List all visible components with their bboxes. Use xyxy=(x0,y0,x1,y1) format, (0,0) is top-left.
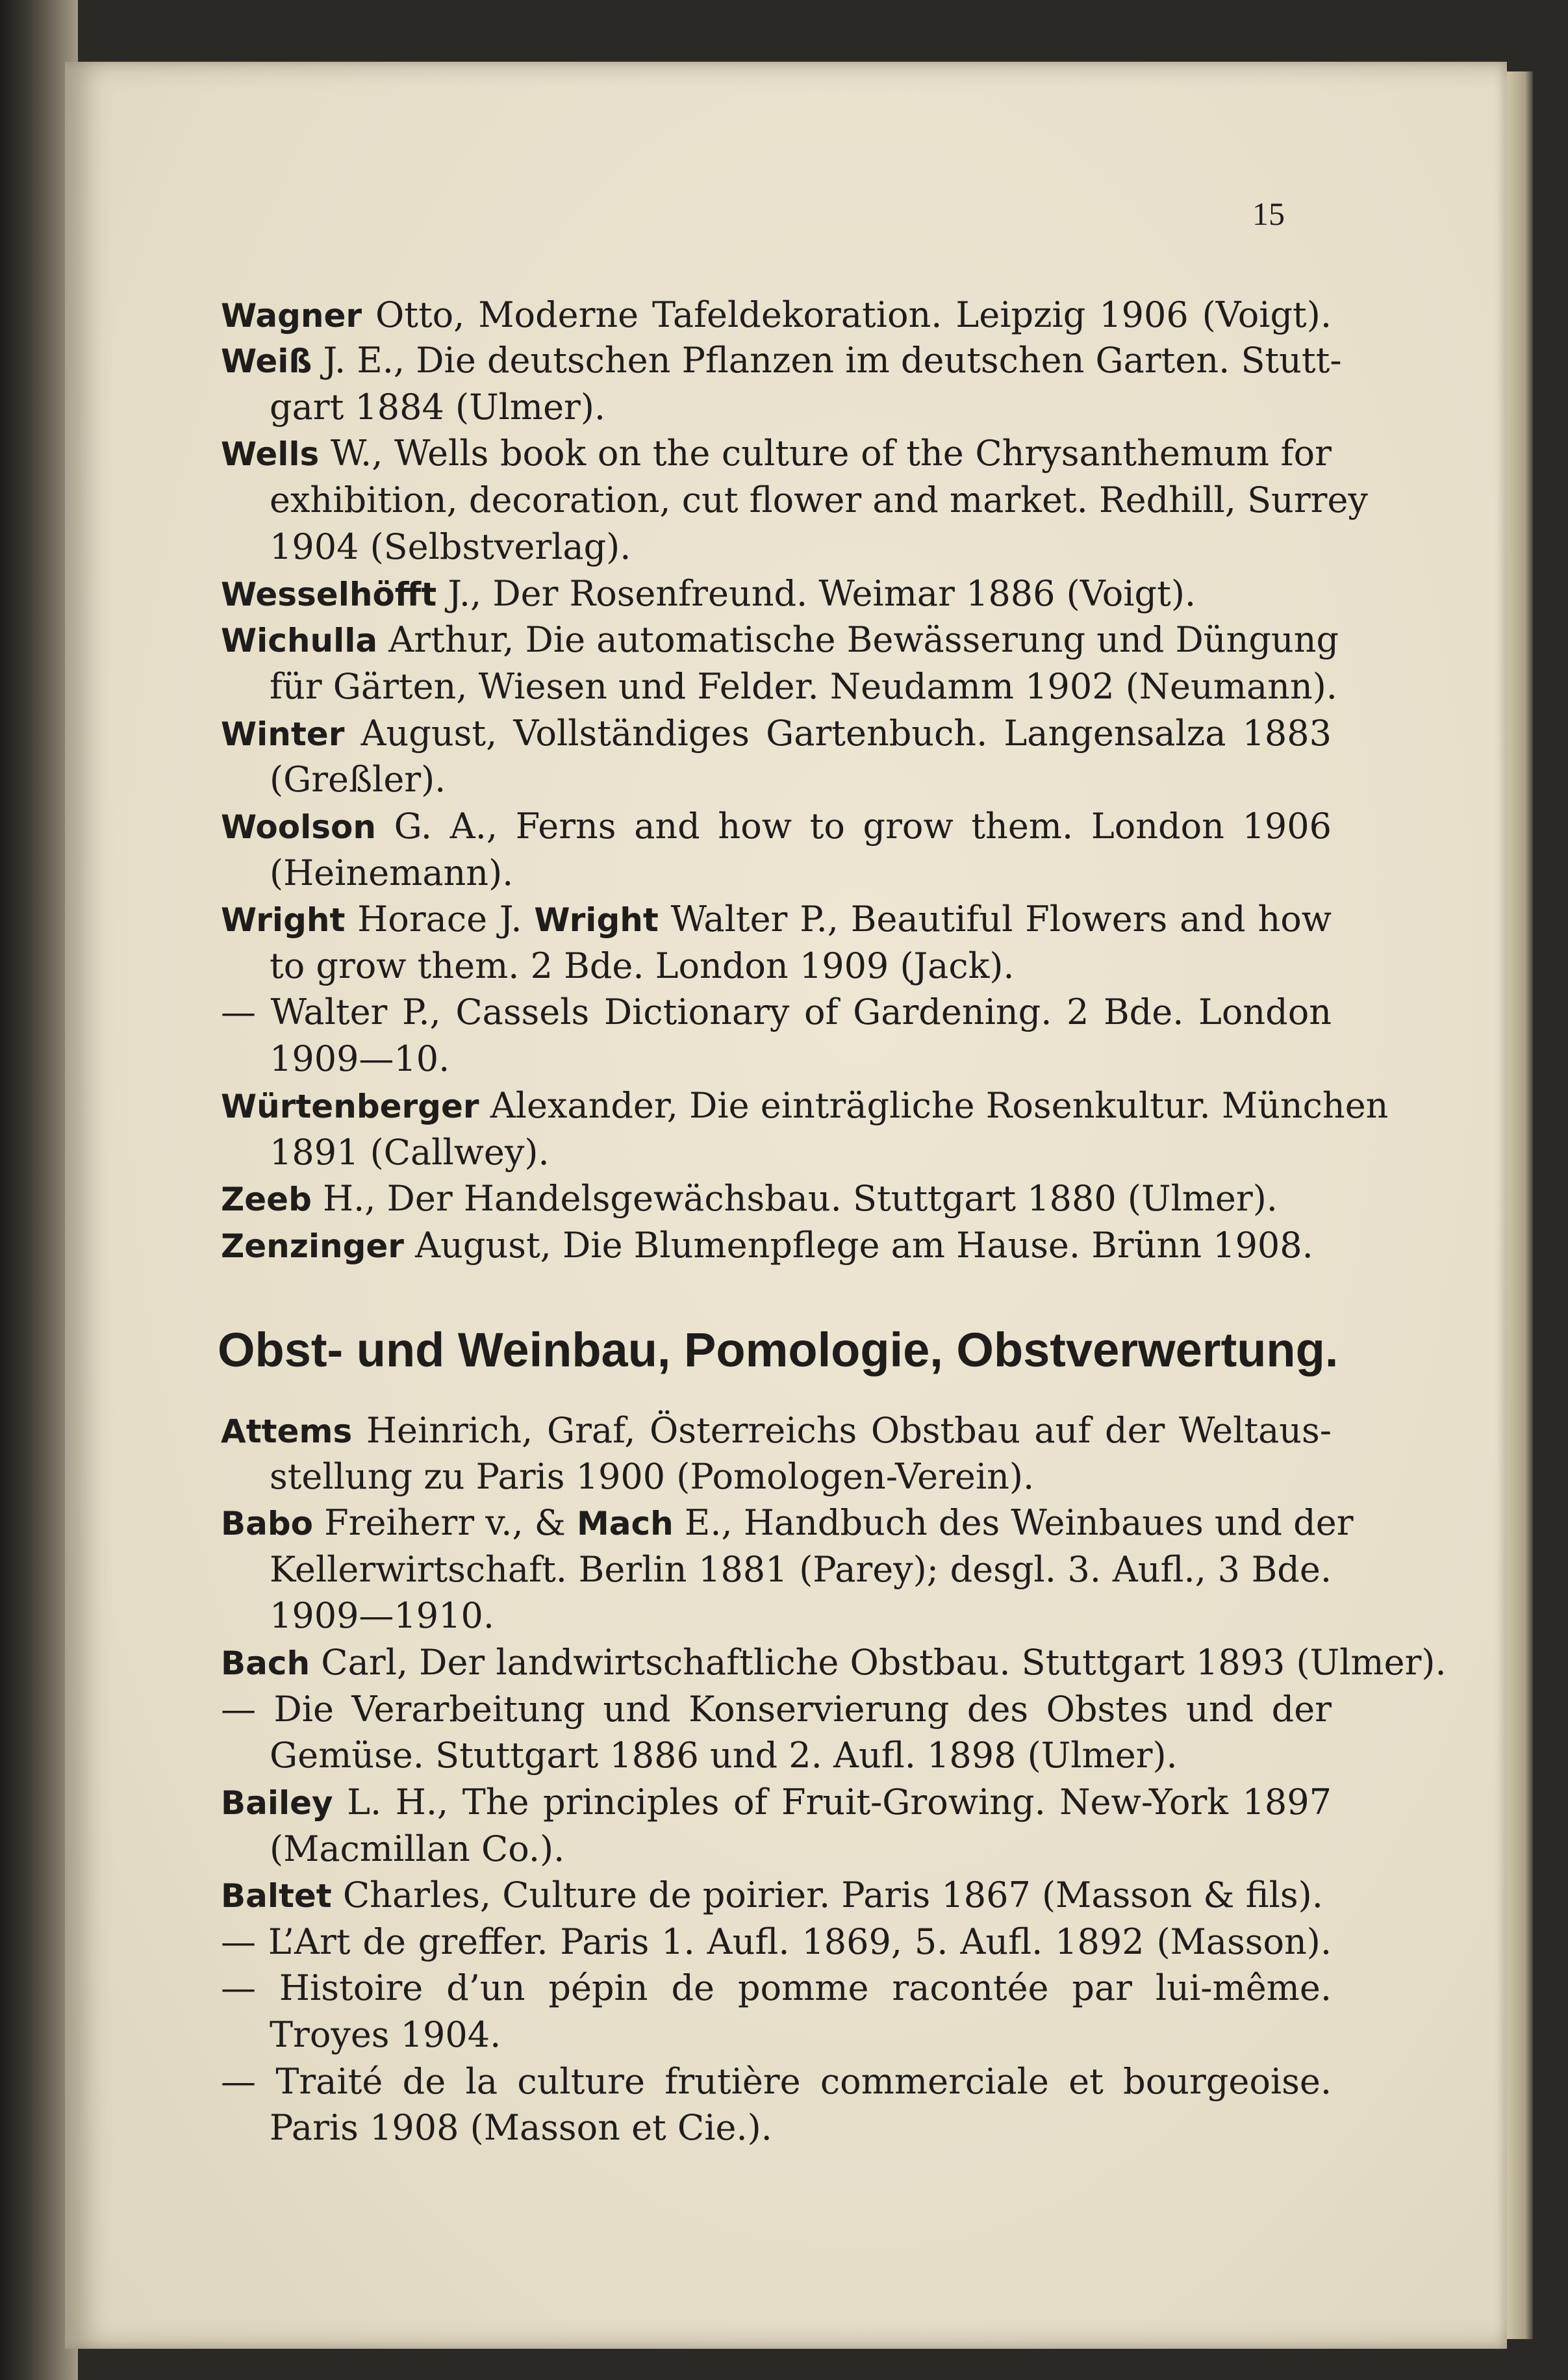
entry-line: Paris 1908 (Masson et Cie.). xyxy=(270,2107,772,2148)
entry-line: 1909—10. xyxy=(270,1038,450,1079)
entry-line: Wagner Otto, Moderne Tafeldekoration. Leipzig 1906 (Voigt). xyxy=(221,294,1332,335)
entry-line: to grow them. 2 Bde. London 1909 (Jack). xyxy=(270,945,1015,986)
entry-line: für Gärten, Wiesen und Felder. Neudamm 1902 (Neumann). xyxy=(270,666,1337,707)
entry-line: Bach Carl, Der landwirtschaftliche Obstbau. Stuttgart 1893 (Ulmer). xyxy=(221,1642,1447,1683)
entry-line: Attems Heinrich, Graf, Österreichs Obstbau auf der Weltaus- xyxy=(221,1410,1332,1451)
entry-line: Woolson G. A., Ferns and how to grow them. London 1906 xyxy=(221,806,1332,847)
entry-line: Gemüse. Stuttgart 1886 und 2. Aufl. 1898 (Ulmer). xyxy=(270,1735,1178,1776)
entry-line: Zenzinger August, Die Blumenpflege am Hause. Brünn 1908. xyxy=(221,1225,1313,1266)
section-heading: Obst- und Weinbau, Pomologie, Obstverwertung. xyxy=(218,1323,1339,1377)
entry-line: — Walter P., Cassels Dictionary of Gardening. 2 Bde. London xyxy=(221,992,1332,1032)
entry-line: gart 1884 (Ulmer). xyxy=(270,387,606,428)
entry-line: — Histoire d’un pépin de pomme racontée par lui-même. xyxy=(221,1967,1332,2008)
entry-line: Wesselhöfft J., Der Rosenfreund. Weimar 1886 (Voigt). xyxy=(221,573,1196,614)
entry-line: stellung zu Paris 1900 (Pomologen-Verein). xyxy=(270,1456,1035,1497)
entry-line: — L’Art de greffer. Paris 1. Aufl. 1869, 5. Aufl. 1892 (Masson). xyxy=(221,1921,1332,1962)
entry-line: Troyes 1904. xyxy=(270,2014,501,2055)
entry-line: 1909—1910. xyxy=(270,1595,495,1636)
entry-line: 1904 (Selbstverlag). xyxy=(270,526,631,567)
entry-line: — Die Verarbeitung und Konservierung des Obstes und der xyxy=(221,1689,1332,1730)
entry-line: Kellerwirtschaft. Berlin 1881 (Parey); desgl. 3. Aufl., 3 Bde. xyxy=(270,1549,1332,1590)
page-number: 15 xyxy=(1252,196,1285,232)
entry-line: Wright Horace J. Wright Walter P., Beautiful Flowers and how xyxy=(221,899,1332,940)
entry-line: Weiß J. E., Die deutschen Pflanzen im deutschen Garten. Stutt- xyxy=(221,340,1342,381)
entry-line: Wells W., Wells book on the culture of the Chrysanthemum for xyxy=(221,433,1332,474)
entry-line: Babo Freiherr v., & Mach E., Handbuch des Weinbaues und der xyxy=(221,1502,1354,1543)
entry-line: Wichulla Arthur, Die automatische Bewässerung und Düngung xyxy=(221,619,1339,660)
entry-line: (Heinemann). xyxy=(270,852,514,893)
entry-line: Zeeb H., Der Handelsgewächsbau. Stuttgart 1880 (Ulmer). xyxy=(221,1178,1278,1219)
entry-line: Baltet Charles, Culture de poirier. Paris 1867 (Masson & fils). xyxy=(221,1875,1323,1915)
entry-line: (Macmillan Co.). xyxy=(270,1828,565,1869)
entry-line: 1891 (Callwey). xyxy=(270,1132,550,1173)
entry-line: Bailey L. H., The principles of Fruit-Growing. New-York 1897 xyxy=(221,1782,1332,1823)
entry-line: Würtenberger Alexander, Die einträgliche Rosenkultur. München xyxy=(221,1085,1389,1126)
entry-line: (Greßler). xyxy=(270,759,446,800)
entry-line: exhibition, decoration, cut flower and market. Redhill, Surrey xyxy=(270,480,1368,520)
entry-line: Winter August, Vollständiges Gartenbuch. Langensalza 1883 xyxy=(221,713,1332,754)
entry-line: — Traité de la culture frutière commerciale et bourgeoise. xyxy=(221,2061,1332,2102)
